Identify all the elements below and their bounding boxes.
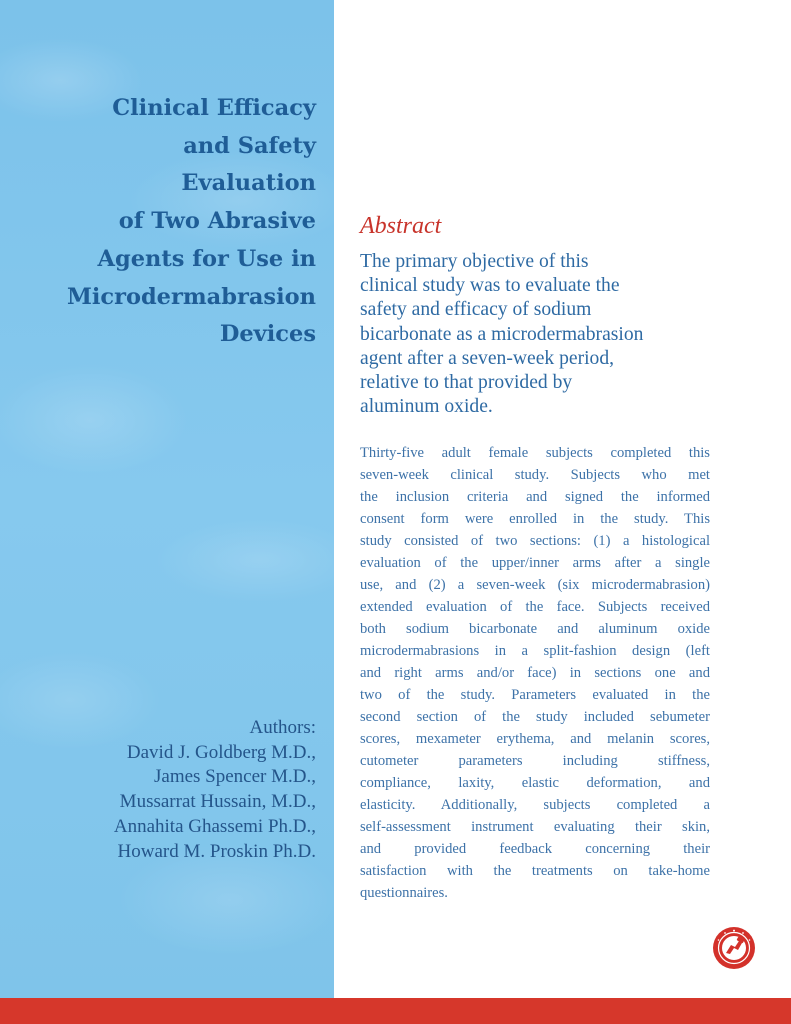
body-line: elasticity. Additionally, subjects completed a [360,797,710,813]
author-name: Annahita Ghassemi Ph.D., [113,815,316,837]
body-line: self-assessment instrument evaluating their skin, [360,819,710,835]
body-line: and right arms and/or face) in sections one and [360,665,710,681]
arm-and-hammer-seal-icon [712,926,756,970]
body-line: two of the study. Parameters evaluated in the [360,687,710,703]
body-line: questionnaires. [360,885,448,901]
author-name: James Spencer M.D., [154,766,316,788]
title-line: Evaluation [181,170,316,197]
author-name: Mussarrat Hussain, M.D., [119,791,316,813]
intro-line: bicarbonate as a microdermabrasion [360,323,644,345]
body-line: extended evaluation of the face. Subjects received [360,599,710,615]
author-name: David J. Goldberg M.D., [126,741,316,763]
body-line: cutometer parameters including stiffness, [360,753,710,769]
authors-block [6,716,316,864]
intro-line: safety and efficacy of sodium [360,299,592,321]
body-line: seven-week clinical study. Subjects who met [360,467,710,483]
body-line: scores, mexameter erythema, and melanin scores, [360,731,710,747]
title-line: Microdermabrasion [66,283,316,310]
body-line: evaluation of the upper/inner arms after a single [360,555,710,571]
body-line: satisfaction with the treatments on take-home [360,863,710,879]
body-line: study consisted of two sections: (1) a histological [360,533,710,549]
body-line: the inclusion criteria and signed the informed [360,489,710,505]
body-line: both sodium bicarbonate and aluminum oxide [360,621,710,637]
title-line: and Safety [183,132,316,159]
title-line: Agents for Use in [97,245,316,272]
intro-line: aluminum oxide. [360,396,493,418]
body-line: Thirty-five adult female subjects completed this [360,445,710,461]
sidebar-panel [0,0,334,998]
authors-label: Authors: [249,717,316,738]
body-line: consent form were enrolled in the study. This [360,511,710,527]
document-title [6,90,316,354]
abstract-intro [360,250,740,419]
intro-line: agent after a seven-week period, [360,347,615,369]
title-line: Devices [219,321,316,348]
author-name: Howard M. Proskin Ph.D. [117,840,316,862]
title-line: Clinical Efficacy [112,95,316,121]
body-line: use, and (2) a seven-week (six microdermabrasion) [360,577,710,593]
body-line: second section of the study included sebumeter [360,709,710,725]
body-line: compliance, laxity, elastic deformation, and [360,775,710,791]
intro-line: The primary objective of this [360,251,589,272]
intro-line: clinical study was to evaluate the [360,275,620,297]
bottom-accent-bar [0,998,791,1024]
intro-line: relative to that provided by [360,372,573,394]
body-line: and provided feedback concerning their [360,841,710,857]
abstract-heading: Abstract [360,213,442,239]
title-line: of Two Abrasive [118,208,316,235]
abstract-body [360,442,710,904]
body-line: microdermabrasions in a split-fashion design (left [360,643,710,659]
